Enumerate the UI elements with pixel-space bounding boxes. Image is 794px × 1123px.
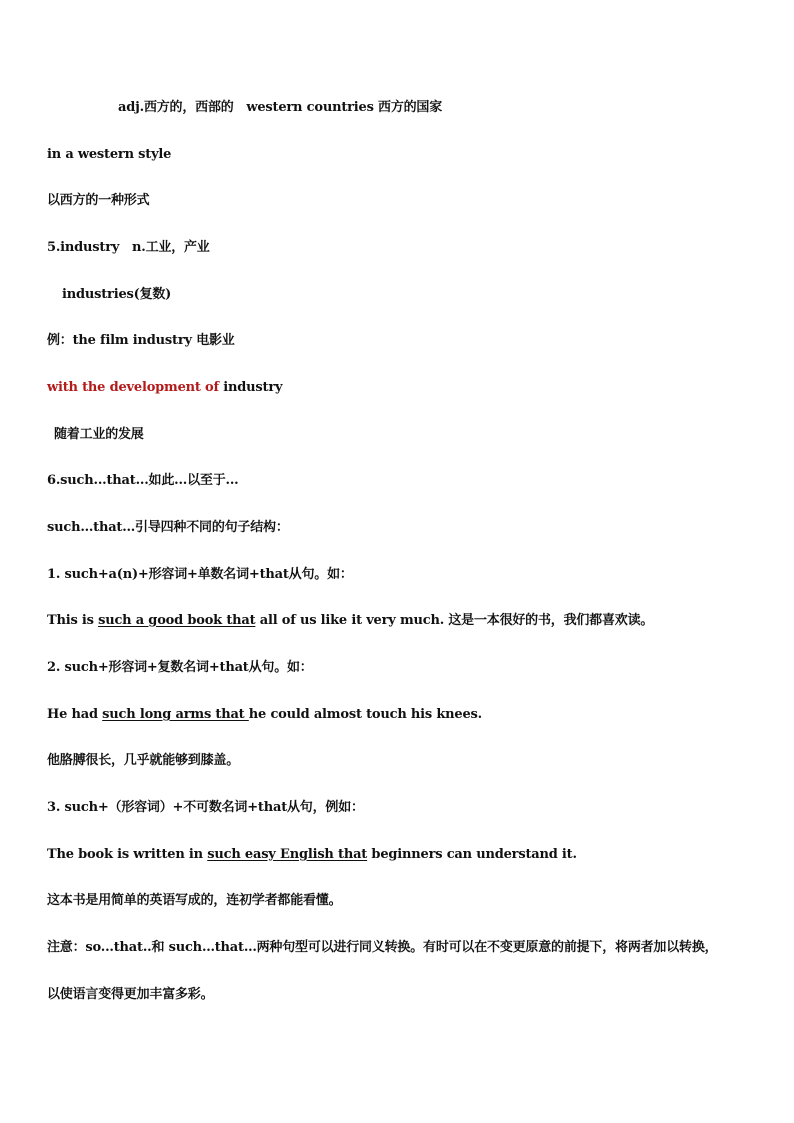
structure-rule-1: 1. such+a(n)+形容词+单数名词+that从句。如：	[47, 567, 353, 582]
example-sentence-3: The book is written in such easy English that beginners can understand it.	[47, 847, 577, 862]
note-line: 注意：so...that..和 such…that…两种句型可以进行同义转换。有时可以在不变更原意的前提下，将两者加以转换，	[47, 940, 718, 955]
structure-intro-line: such…that…引导四种不同的句子结构：	[47, 520, 289, 535]
underlined-phrase: such long arms that	[102, 707, 249, 722]
vocab-item-such-that: 6.such...that...如此...以至于...	[47, 473, 239, 488]
example-sentence-1: This is such a good book that all of us like it very much. 这是一本很好的书，我们都喜欢读。	[47, 613, 654, 628]
adj-definition-line: adj.西方的，西部的 western countries 西方的国家	[118, 100, 443, 115]
translation-line: 他胳膊很长，几乎就能够到膝盖。	[47, 753, 240, 768]
vocab-item-industry: 5.industry n.工业，产业	[47, 240, 210, 255]
note-continuation-line: 以使语言变得更加丰富多彩。	[47, 987, 214, 1002]
structure-rule-3: 3. such+（形容词）+不可数名词+that从句，例如：	[47, 800, 364, 815]
highlighted-phrase-line	[47, 380, 282, 396]
underlined-phrase: such easy English that	[207, 847, 368, 862]
example-line: 例：the film industry 电影业	[47, 333, 235, 348]
translation-line: 随着工业的发展	[54, 427, 144, 442]
translation-line: 以西方的一种形式	[47, 193, 150, 208]
example-phrase-line: in a western style	[47, 147, 172, 162]
plural-form-line: industries(复数)	[62, 287, 172, 302]
underlined-phrase: such a good book that	[98, 613, 256, 628]
example-sentence-2: He had such long arms that he could almost touch his knees.	[47, 707, 482, 722]
phrase-object: industry	[218, 380, 283, 395]
translation-line: 这本书是用简单的英语写成的，连初学者都能看懂。	[47, 893, 342, 908]
structure-rule-2: 2. such+形容词+复数名词+that从句。如：	[47, 660, 313, 675]
highlighted-phrase: with the development of	[47, 380, 219, 395]
